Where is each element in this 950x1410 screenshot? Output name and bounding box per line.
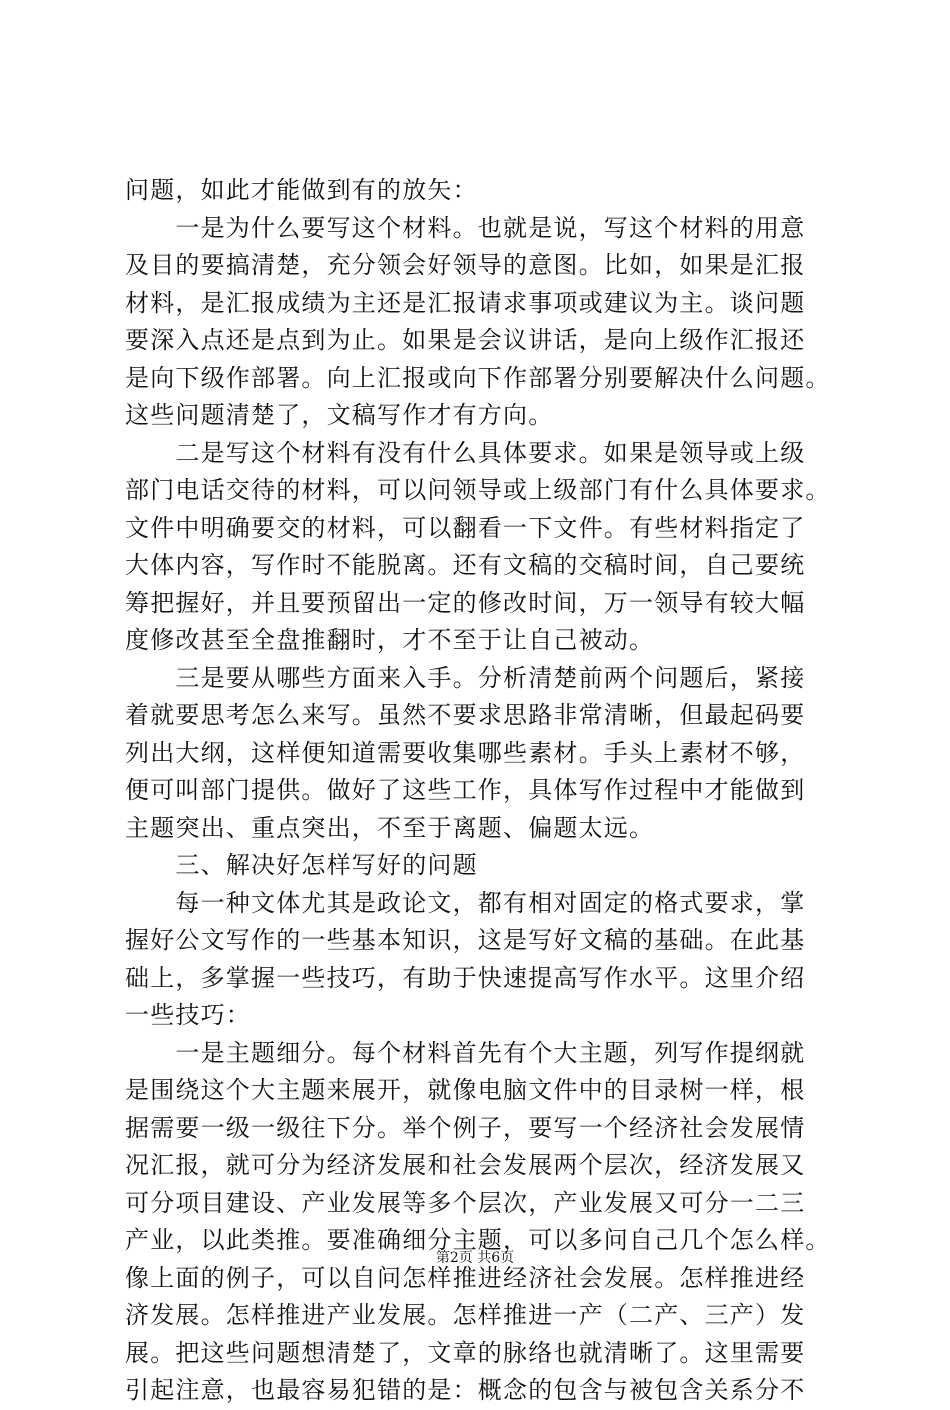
text-line: 产业，以此类推。要准确细分主题，可以多问自己几个怎么样。 bbox=[125, 1226, 831, 1254]
text-line: 济发展。怎样推进产业发展。怎样推进一产（二产、三产）发 bbox=[125, 1301, 806, 1329]
section-heading: 三、解决好怎样写好的问题 bbox=[125, 851, 478, 879]
text-line: 握好公文写作的一些基本知识，这是写好文稿的基础。在此基 bbox=[125, 926, 806, 954]
text-line: 一是主题细分。每个材料首先有个大主题，列写作提纲就 bbox=[125, 1038, 806, 1067]
text-line: 度修改甚至全盘推翻时，才不至于让自己被动。 bbox=[125, 626, 655, 654]
page-footer bbox=[0, 1248, 950, 1268]
text-line: 展。把这些问题想清楚了，文章的脉络也就清晰了。这里需要 bbox=[125, 1338, 806, 1367]
text-line: 可分项目建设、产业发展等多个层次，产业发展又可分一二三 bbox=[125, 1188, 806, 1217]
text-line: 列出大纲，这样便知道需要收集哪些素材。手头上素材不够， bbox=[125, 738, 806, 767]
text-line: 文件中明确要交的材料，可以翻看一下文件。有些材料指定了 bbox=[125, 513, 806, 542]
text-line: 二是写这个材料有没有什么具体要求。如果是领导或上级 bbox=[125, 438, 806, 467]
text-line: 部门电话交待的材料，可以问领导或上级部门有什么具体要求。 bbox=[125, 476, 831, 504]
body-text bbox=[125, 172, 845, 1410]
text-line: 是围绕这个大主题来展开，就像电脑文件中的目录树一样，根 bbox=[125, 1076, 806, 1104]
text-line: 主题突出、重点突出，不至于离题、偏题太远。 bbox=[125, 813, 655, 842]
text-line: 况汇报，就可分为经济发展和社会发展两个层次，经济发展又 bbox=[125, 1151, 806, 1179]
page-number-label: 第2页 共6页 bbox=[435, 1250, 515, 1266]
text-line: 一是为什么要写这个材料。也就是说，写这个材料的用意 bbox=[125, 213, 806, 242]
text-line: 据需要一级一级往下分。举个例子，要写一个经济社会发展情 bbox=[125, 1113, 806, 1142]
text-line: 这些问题清楚了，文稿写作才有方向。 bbox=[125, 401, 554, 429]
text-line: 引起注意，也最容易犯错的是：概念的包含与被包含关系分不 bbox=[125, 1376, 806, 1404]
text-line: 是向下级作部署。向上汇报或向下作部署分别要解决什么问题。 bbox=[125, 363, 831, 392]
text-line: 筹把握好，并且要预留出一定的修改时间，万一领导有较大幅 bbox=[125, 588, 806, 617]
text-line: 便可叫部门提供。做好了这些工作，具体写作过程中才能做到 bbox=[125, 776, 806, 804]
text-line: 三是要从哪些方面来入手。分析清楚前两个问题后，紧接 bbox=[125, 663, 806, 692]
text-line: 问题，如此才能做到有的放矢： bbox=[125, 176, 478, 204]
text-line: 大体内容，写作时不能脱离。还有文稿的交稿时间，自己要统 bbox=[125, 551, 806, 579]
text-line: 础上，多掌握一些技巧，有助于快速提高写作水平。这里介绍 bbox=[125, 963, 806, 992]
text-line: 着就要思考怎么来写。虽然不要求思路非常清晰，但最起码要 bbox=[125, 701, 806, 729]
text-line: 像上面的例子，可以自问怎样推进经济社会发展。怎样推进经 bbox=[125, 1263, 806, 1292]
text-line: 材料，是汇报成绩为主还是汇报请求事项或建议为主。谈问题 bbox=[125, 288, 806, 317]
text-line: 每一种文体尤其是政论文，都有相对固定的格式要求，掌 bbox=[125, 888, 806, 917]
text-line: 及目的要搞清楚，充分领会好领导的意图。比如，如果是汇报 bbox=[125, 251, 806, 279]
text-line: 要深入点还是点到为止。如果是会议讲话，是向上级作汇报还 bbox=[125, 326, 806, 354]
text-line: 一些技巧： bbox=[125, 1001, 251, 1029]
